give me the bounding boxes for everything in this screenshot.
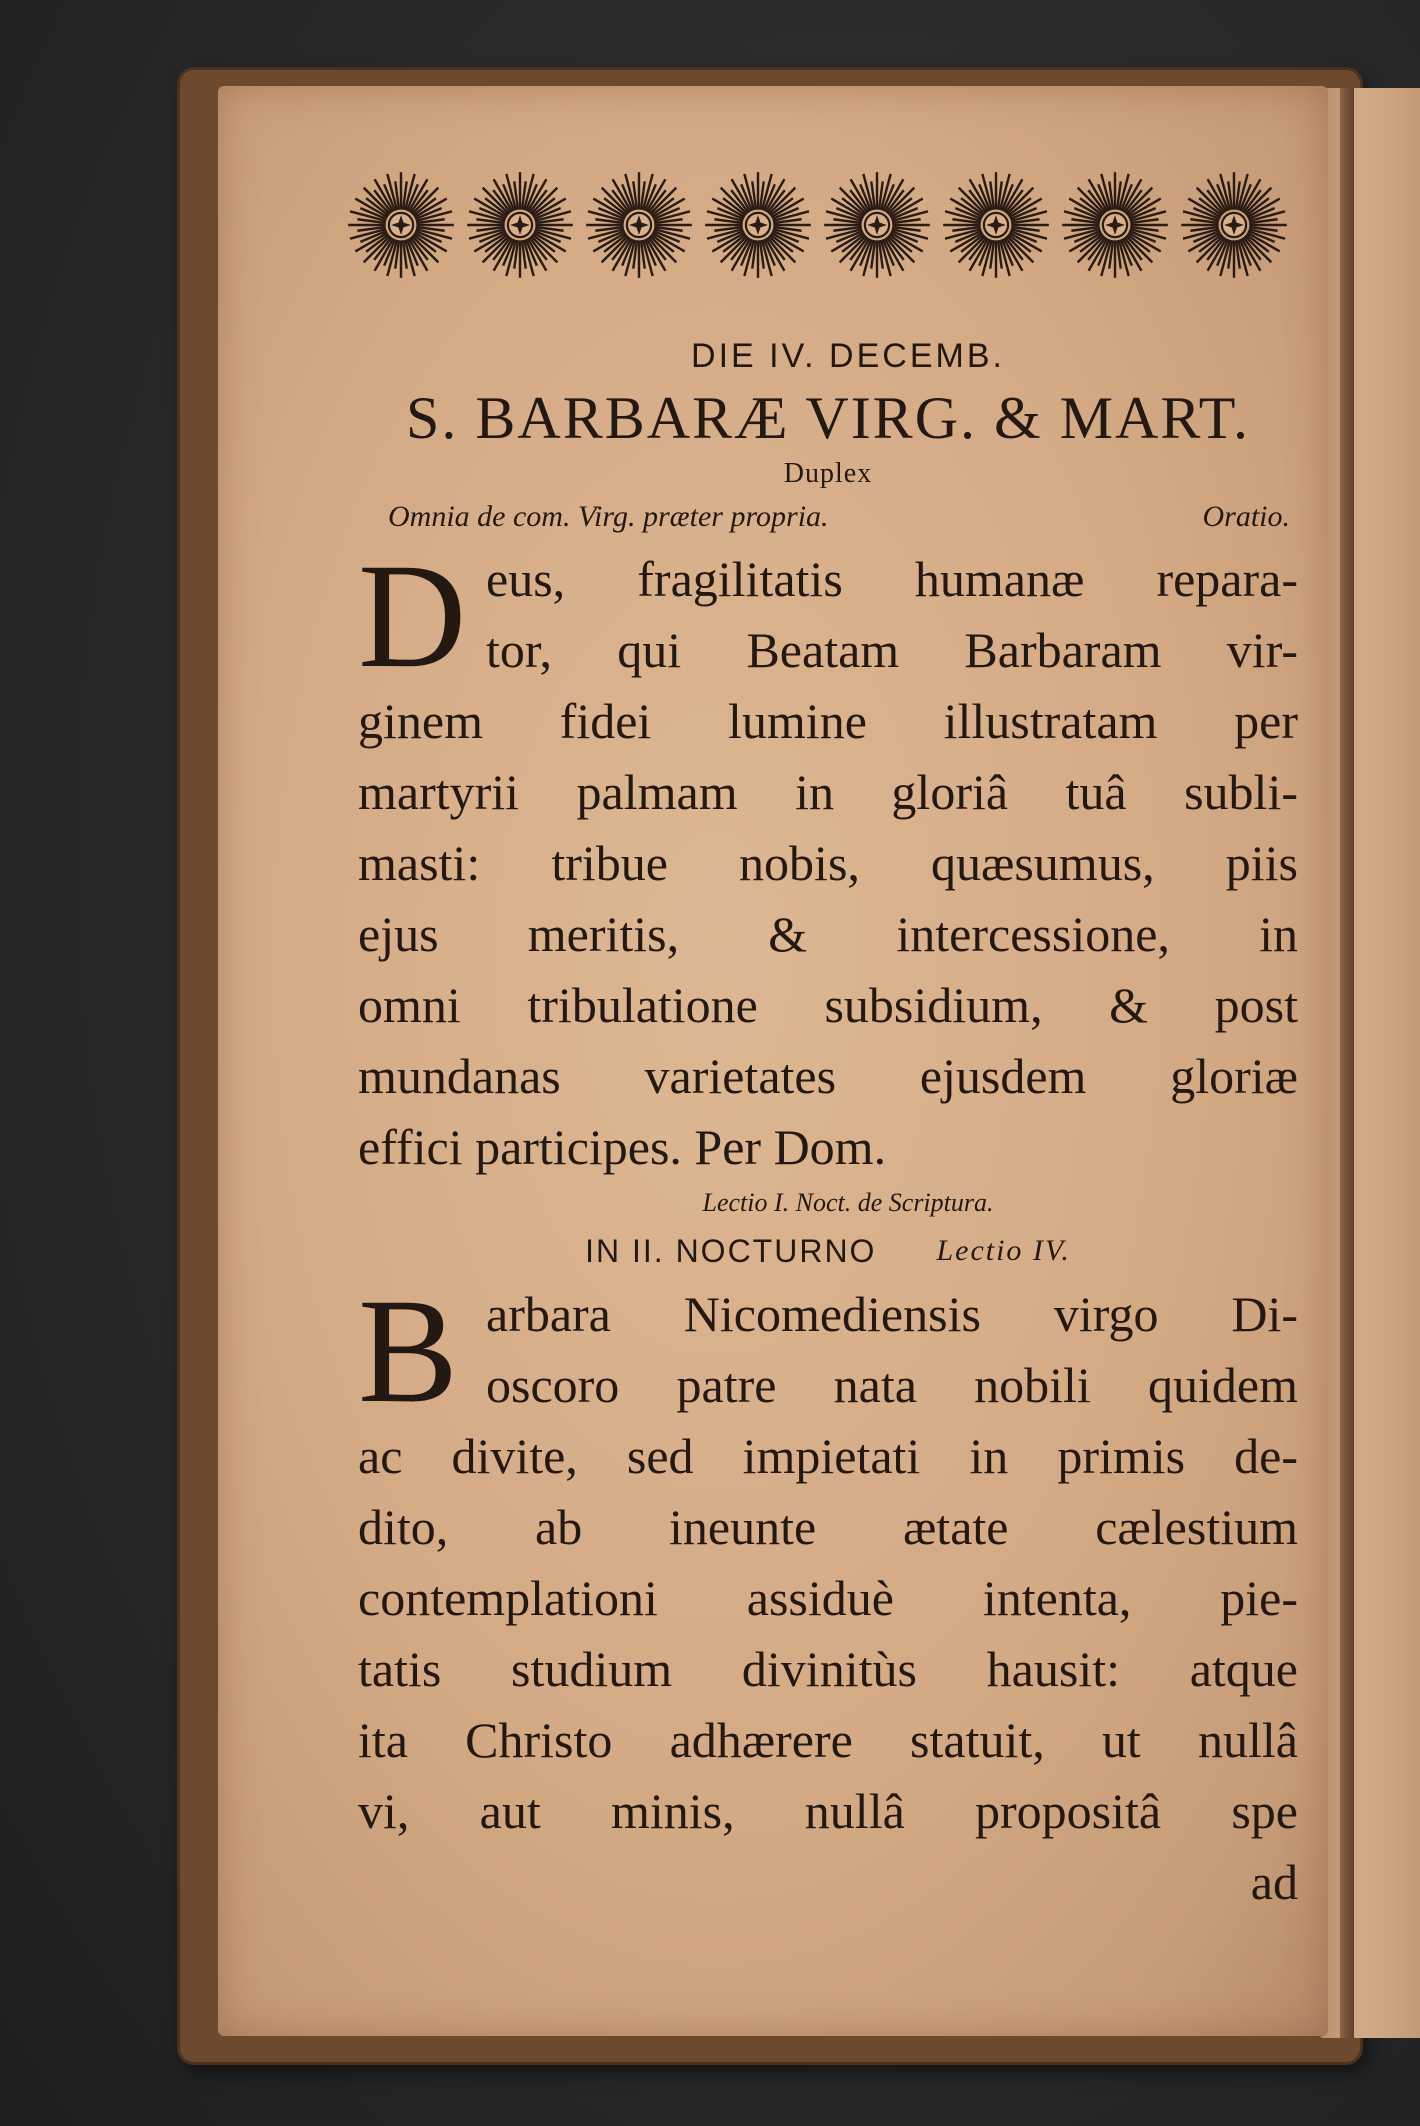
sunburst-ornament-icon (1059, 170, 1171, 280)
catchword: ad (1250, 1854, 1298, 1910)
page-text (358, 330, 1298, 1910)
oratio-paragraph (358, 533, 1298, 1183)
text-line: oscoro patre nata nobili quidem (486, 1357, 1298, 1413)
sunburst-ornament-icon (940, 170, 1052, 280)
text-line: masti: tribue nobis, quæsumus, piis (358, 835, 1298, 891)
text-line: dito, ab ineunte ætate cælestium (358, 1499, 1298, 1555)
dropcap-b: B (358, 1268, 459, 1434)
sunburst-ornament-icon (821, 170, 933, 280)
feast-title: S. BARBARÆ VIRG. & MART. (406, 385, 1250, 451)
dropcap-d: D (358, 533, 467, 699)
text-line: mundanas varietates ejusdem gloriæ (358, 1048, 1298, 1104)
rubric (358, 494, 1298, 540)
text-line: martyrii palmam in gloriâ tuâ subli- (358, 764, 1298, 820)
ornament-border (345, 170, 1290, 280)
nocturn-caps: IN II. NOCTURNO (585, 1233, 877, 1269)
feast-rank: Duplex (783, 458, 873, 489)
text-line: arbara Nicomediensis virgo Di- (486, 1286, 1298, 1342)
sunburst-ornament-icon (1178, 170, 1290, 280)
text-line: tatis studium divinitùs hausit: atque (358, 1641, 1298, 1697)
text-line: effici participes. Per Dom. (358, 1119, 887, 1175)
text-line: tor, qui Beatam Barbaram vir- (486, 622, 1298, 678)
rubric-left: Omnia de com. Virg. præter propria. (388, 500, 829, 533)
sunburst-ornament-icon (345, 170, 457, 280)
nocturn-lectio: Lectio IV. (936, 1234, 1071, 1267)
sunburst-ornament-icon (464, 170, 576, 280)
text-line: ita Christo adhærere statuit, ut nullâ (358, 1712, 1298, 1768)
text-line: contemplationi assiduè intenta, pie- (358, 1570, 1298, 1626)
nocturn-heading (358, 1223, 1298, 1279)
lectio-paragraph (358, 1268, 1298, 1910)
lectio-note: Lectio I. Noct. de Scriptura. (702, 1188, 994, 1217)
text-line: ejus meritis, & intercessione, in (358, 906, 1298, 962)
book-gutter (1340, 88, 1354, 2038)
text-line: ginem fidei lumine illustratam per (358, 693, 1298, 749)
text-line: ac divite, sed impietati in primis de- (358, 1428, 1298, 1484)
text-line: omni tribulatione subsidium, & post (358, 977, 1298, 1033)
text-line: vi, aut minis, nullâ propositâ spe (358, 1783, 1298, 1839)
facing-page-edge (1320, 88, 1420, 2038)
text-line: eus, fragilitatis humanæ repara- (486, 551, 1298, 607)
rubric-right: Oratio. (1202, 500, 1290, 533)
sunburst-ornament-icon (583, 170, 695, 280)
date-line: DIE IV. DECEMB. (691, 337, 1005, 375)
sunburst-ornament-icon (702, 170, 814, 280)
